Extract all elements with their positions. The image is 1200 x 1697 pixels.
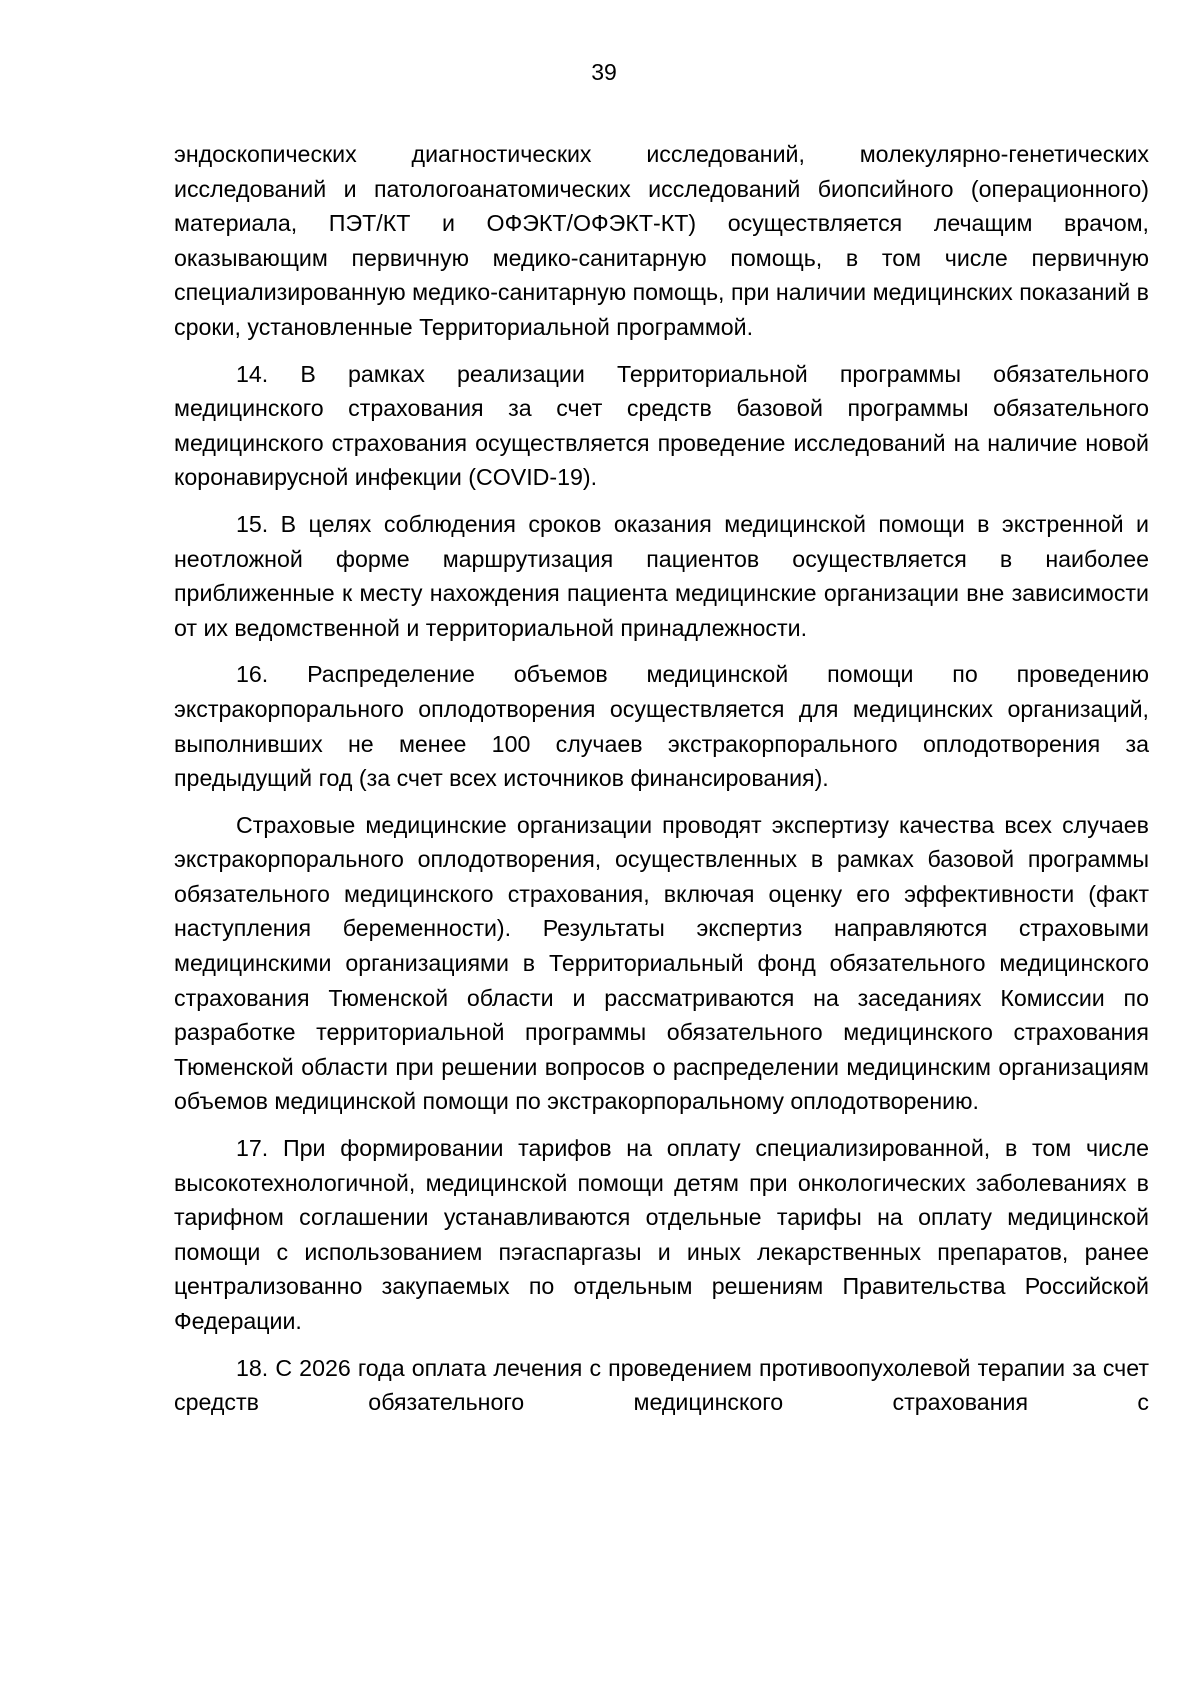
paragraph-insurance-expertise: Страховые медицинские организации проводят экспертизу качества всех случаев экстракорпорального оплодотворения, осуществленных в рамках базовой программы обязательного медицинского страхования, включая оценку его эффективности (факт наступления беременности). Результаты экспертиз направляются страховыми медицинскими организациями в Территориальный фонд обязательного медицинского страхования Тюменской области и рассматриваются на заседаниях Комиссии по разработке территориальной программы обязательного медицинского страхования Тюменской области при решении вопросов о распределении медицинским организациям объемов медицинской помощи по экстракорпоральному оплодотворению.	[174, 811, 1149, 1115]
paragraph-continuation: эндоскопических диагностических исследований, молекулярно-генетических исследований и патологоанатомических исследований биопсийного (операционного) материала, ПЭТ/КТ и ОФЭКТ/ОФЭКТ-КТ) осуществляется лечащим врачом, оказывающим первичную медико-санитарную помощь, в том числе первичную специализированную медико-санитарную помощь, при наличии медицинских показаний в сроки, установленные Территориальной программой.	[174, 141, 1149, 340]
paragraph-item-17: 17. При формировании тарифов на оплату специализированной, в том числе высокотехнологичной, медицинской помощи детям при онкологических заболеваниях в тарифном соглашении устанавливаются отдельные тарифы на оплату медицинской помощи с использованием пэгаспаргазы и иных лекарственных препаратов, ранее централизованно закупаемых по отдельным решениям Правительства Российской Федерации.	[174, 1135, 1149, 1334]
paragraph-item-15: 15. В целях соблюдения сроков оказания медицинской помощи в экстренной и неотложной форме маршрутизация пациентов осуществляется в наиболее приближенные к месту нахождения пациента медицинские организации вне зависимости от их ведомственной и территориальной принадлежности.	[174, 510, 1149, 641]
paragraph-item-16: 16. Распределение объемов медицинской помощи по проведению экстракорпорального оплодотворения осуществляется для медицинских организаций, выполнивших не менее 100 случаев экстракорпорального оплодотворения за предыдущий год (за счет всех источников финансирования).	[174, 661, 1149, 792]
page-number: 39	[591, 59, 617, 85]
document-body	[174, 137, 1149, 1420]
paragraph-item-18: 18. С 2026 года оплата лечения с проведением противоопухолевой терапии за счет средств обязательного медицинского страхования с	[174, 1354, 1149, 1416]
paragraph-item-14: 14. В рамках реализации Территориальной программы обязательного медицинского страхования за счет средств базовой программы обязательного медицинского страхования осуществляется проведение исследований на наличие новой коронавирусной инфекции (COVID-19).	[174, 360, 1149, 491]
